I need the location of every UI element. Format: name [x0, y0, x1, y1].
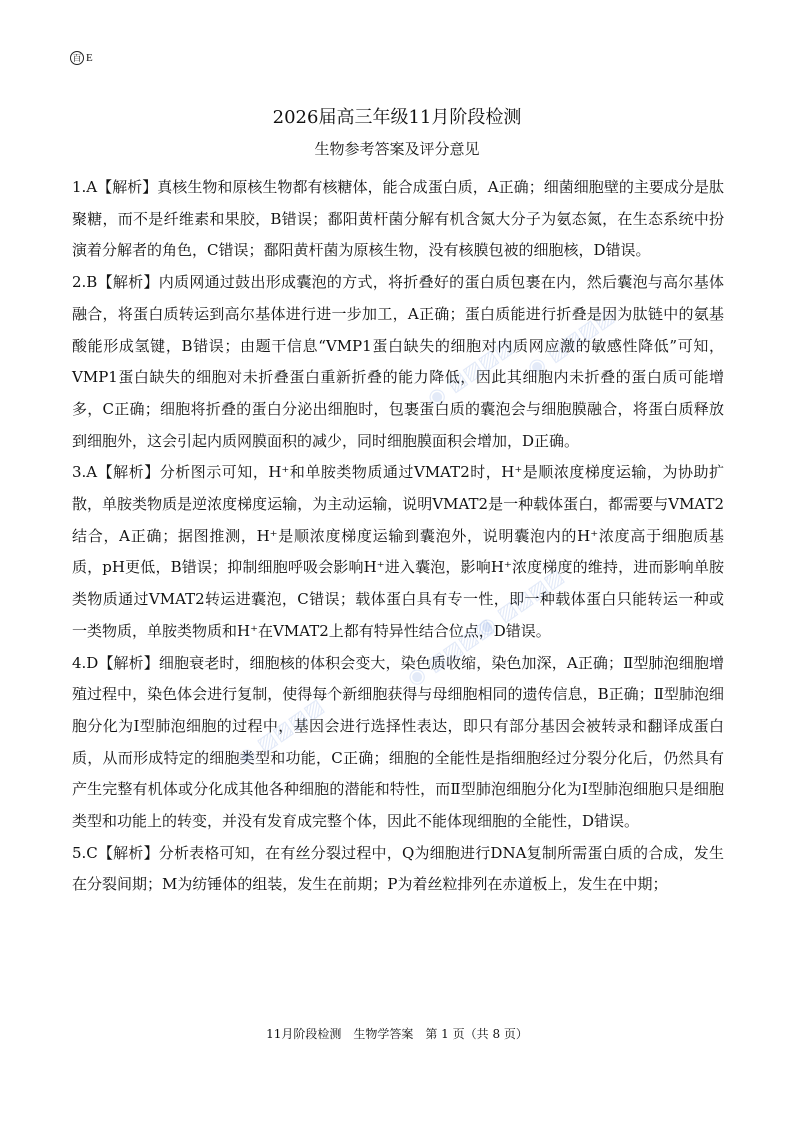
watermark-logo: ◉ ▨▨▨▨: [232, 693, 328, 771]
answer-paragraph-4: 4.D【解析】细胞衰老时，细胞核的体积会变大，染色质收缩，染色加深，A正确；Ⅱ型肺泡细胞增殖过程中，染色体会进行复制，使得每个新细胞获得与母细胞相同的遗传信息，B正确；Ⅱ型肺泡细胞分化为Ⅰ型肺泡细胞的过程中，基因会进行选择性表达，即只有部分基因会被转录和翻译成蛋白质，从而形成特定的细胞类型和功能，C正确；细胞的全能性是指细胞经过分裂分化后，仍然具有产生完整有机体或分化成其他各种细胞的潜能和特性，而Ⅱ型肺泡细胞分化为Ⅰ型肺泡细胞只是细胞类型和功能上的转变，并没有发育成完整个体，因此不能体现细胞的全能性，D错误。: [72, 653, 724, 831]
page-subtitle: 生物参考答案及评分意见: [314, 140, 480, 158]
answer-body: [72, 172, 724, 901]
page-title: 2026届高三年级11月阶段检测: [272, 107, 522, 128]
answer-paragraph-2: 2.B【解析】内质网通过鼓出形成囊泡的方式，将折叠好的蛋白质包裹在内，然后囊泡与高尔基体融合，将蛋白质转运到高尔基体进行进一步加工，A正确；蛋白质能进行折叠是因为肽链中的氨基酸能形成氢键，B错误；由题干信息“VMP1蛋白缺失的细胞对内质网应激的敏感性降低”可知，VMP1蛋白缺失的细胞对未折叠蛋白重新折叠的能力降低，因此其细胞内未折叠的蛋白质可能增多，C正确；细胞将折叠的蛋白分泌出细胞时，包裹蛋白质的囊泡会与细胞膜融合，将蛋白质释放到细胞外，这会引起内质网膜面积的减少，同时细胞膜面积会增加，D正确。: [72, 273, 724, 450]
watermark-logo: ◉ ▨▨▨▨: [472, 563, 568, 641]
corner-circle-char: 百: [70, 51, 84, 65]
watermark-logo: ◉ ▨▨▨▨: [522, 303, 618, 381]
answer-paragraph-3: 3.A【解析】分析图示可知，H⁺和单胺类物质通过VMAT2时，H⁺是顺浓度梯度运输，为协助扩散，单胺类物质是逆浓度梯度运输，为主动运输，说明VMAT2是一种载体蛋白，都需要与VMAT2结合，A正确；据图推测，H⁺是顺浓度梯度运输到囊泡外，说明囊泡内的H⁺浓度高于细胞质基质，pH更低，B错误；抑制细胞呼吸会影响H⁺进入囊泡，影响H⁺浓度梯度的维持，进而影响单胺类物质通过VMAT2转运进囊泡，C错误；载体蛋白具有专一性，即一种载体蛋白只能转运一种或一类物质，单胺类物质和H⁺在VMAT2上都有特异性结合位点，D错误。: [72, 463, 724, 640]
answer-paragraph-1: 1.A【解析】真核生物和原核生物都有核糖体，能合成蛋白质，A正确；细菌细胞壁的主要成分是肽聚糖，而不是纤维素和果胶，B错误；鄱阳黄杆菌分解有机含氮大分子为氨态氮，在生态系统中扮演着分解者的角色，C错误；鄱阳黄杆菌为原核生物，没有核膜包被的细胞核，D错误。: [72, 178, 724, 260]
page-footer: 11月阶段检测 生物学答案 第 1 页（共 8 页）: [266, 1027, 528, 1041]
answer-paragraph-5: 5.C【解析】分析表格可知，在有丝分裂过程中，Q为细胞进行DNA复制所需蛋白质的合成，发生在分裂间期；M为纺锤体的组装，发生在前期；P为着丝粒排列在赤道板上，发生在中期；: [72, 843, 724, 894]
watermark-logo: ◉ ▨▨▨▨: [402, 613, 498, 691]
corner-mark: [70, 50, 93, 66]
corner-letter: E: [86, 52, 93, 64]
watermark-logo: ◉ ▨▨▨▨: [422, 333, 518, 411]
